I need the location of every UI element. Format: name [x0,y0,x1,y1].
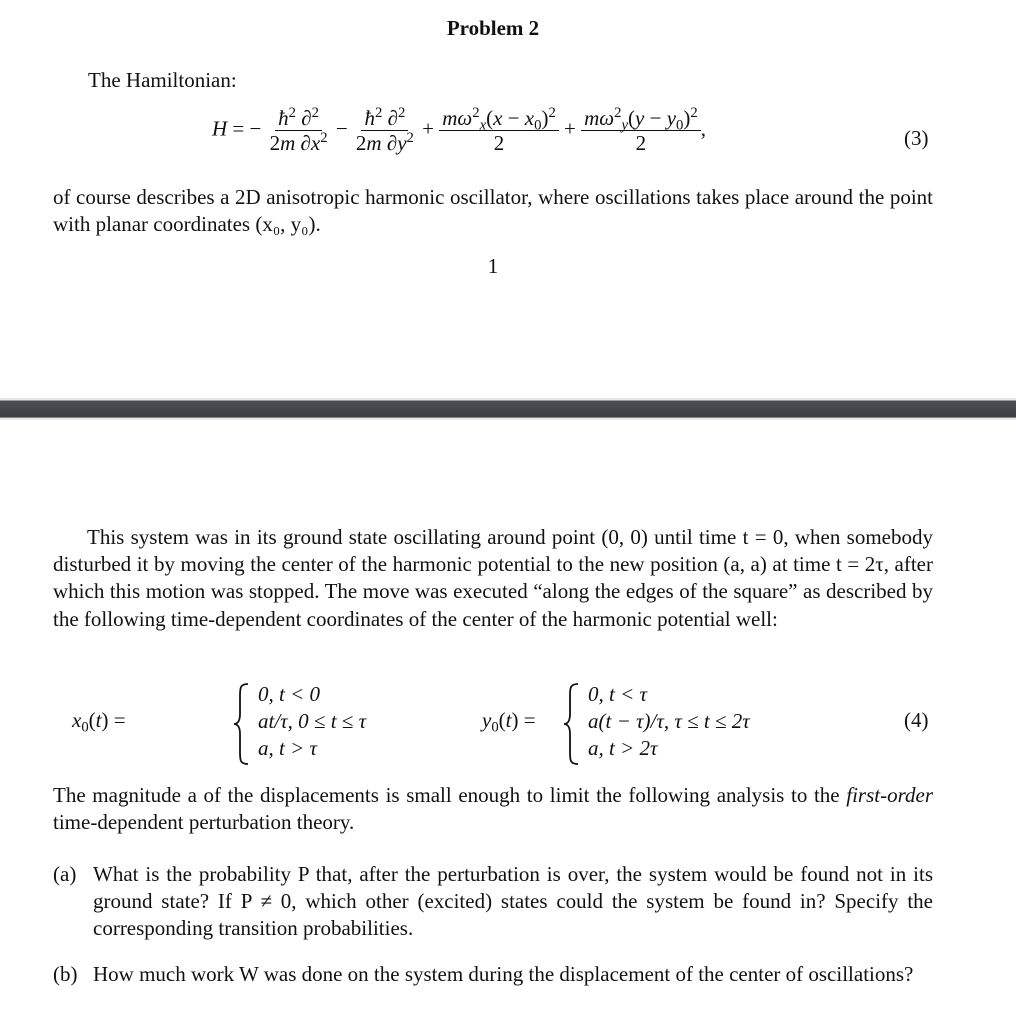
page-separator [0,398,1016,420]
page2-paragraph-2 [53,782,933,836]
y0-label: $y_0(t)$ = [482,708,536,736]
equation-number-4: (4) [904,708,929,732]
intro-text: The Hamiltonian: [88,68,237,92]
x0-case-1: 0, t < 0 [258,682,321,706]
left-brace-icon [232,682,252,766]
x0-case-3: a, t > τ [258,736,318,760]
page-number: 1 [487,254,499,278]
page-1 [0,0,1016,398]
page2-paragraph-1: This system was in its ground state oscillating around point (0, 0) until time t = 0, when somebody disturbed it by moving the center of the harmonic potential to the new position (a, a) at time t = 2τ, after which this motion was stopped. The move was executed “along the edges of the square” as described by the following time-dependent coordinates of the center of the harmonic potential well: [53,525,933,631]
question-b [53,961,933,988]
question-a-text: What is the probability P that, after the perturbation is over, the system would be found not in its ground state? If P ≠ 0, which other (excited) states could the system be found in? Specify the corresponding transition probabilities. [93,862,933,941]
y0-case-2: a(t − τ)/τ, τ ≤ t ≤ 2τ [588,709,750,733]
x0-label: $x_0(t)$ = [72,708,126,736]
page-2 [0,420,1016,1024]
x0-case-2: at/τ, 0 ≤ t ≤ τ [258,709,367,733]
y0-case-3: a, t > 2τ [588,736,658,760]
question-b-text: How much work W was done on the system during the displacement of the center of oscillations? [93,962,914,986]
page1-paragraph: of course describes a 2D anisotropic harmonic oscillator, where oscillations takes place around the point with planar coordinates (x₀, y₀). [53,185,933,237]
y0-case-1: 0, t < τ [588,682,648,706]
hamiltonian-equation: H = − $\frac{ħ^2 \partial^2}{2m \partial x^2}$ − $\frac{ħ^2 \partial^2}{2m \partial y^2}$ + $\frac{m\omega^2_x(x - x_0)^2}{2}$ + $\frac{m\omega^2_y(y - y_0)^2}{2}$ , [212,104,706,155]
question-a-label: (a) [53,862,77,886]
question-b-label: (b) [53,962,78,986]
left-brace-icon [562,682,582,766]
para2-text-c: time-dependent perturbation theory. [53,810,355,835]
question-a [53,861,933,943]
para2-emphasis: first-order [846,783,933,807]
problem-title: Problem 2 [446,16,540,40]
equation-number-3: (3) [904,126,929,150]
para2-text-a: The magnitude a of the displacements is small enough to limit the following analysis to the [53,783,840,807]
